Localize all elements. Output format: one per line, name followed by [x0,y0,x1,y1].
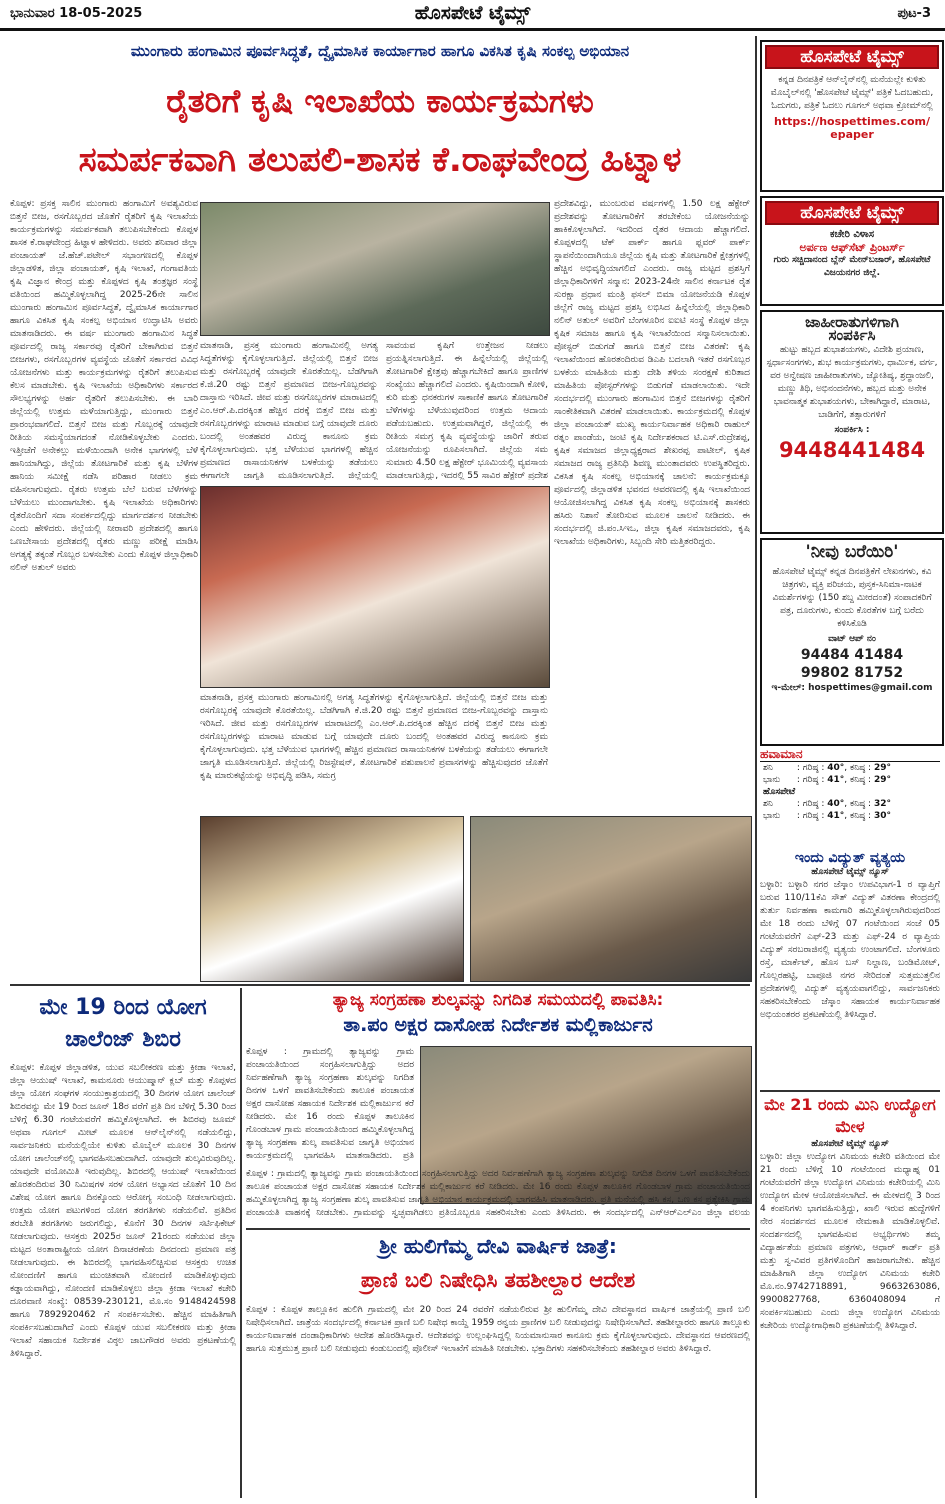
yoga-body: ಕೊಪ್ಪಳ: ಕೊಪ್ಪಳ ಜಿಲ್ಲಾಡಳಿತ, ಯುವ ಸಬಲೀಕರಣ ಮತ್ತು ಕ್ರೀಡಾ ಇಲಾಖೆ, ಜಿಲ್ಲಾ ಆಯುಷ್ ಇಲಾಖೆ, ಕಾಮನೂರು ಆಯುಷ್ಮಾನ್ ಕ್ಲಬ್ ಮತ್ತು ಕೊಪ್ಪಳದ ಜಿಲ್ಲಾ ಯೋಗ ಸಂಘಗಳ ಸಂಯುಕ್ತಾಶ್ರಯದಲ್ಲಿ 30 ದಿನಗಳ ಯೋಗ ಚಾಲೆಂಜ್ ಶಿಬಿರವನ್ನು ಮೇ 19 ರಿಂದ ಜೂನ್ 18ರ ವರೆಗೆ ಪ್ರತಿ ದಿನ ಬೆಳಿಗ್ಗೆ 5.30 ರಿಂದ ಬೆಳಿಗ್ಗೆ 6.30 ಗಂಟೆಯವರೆಗೆ ಹಮ್ಮಿಕೊಳ್ಳಲಾಗಿದೆ. ಈ ಶಿಬಿರವು ಜೂಮ್ ಅಥವಾ ಗೂಗಲ್ ಮೀಟ್ ಮೂಲಕ ಆನ್‌ಲೈನ್‌ನಲ್ಲಿ ನಡೆಯಲಿದ್ದು, ಸಾರ್ವಜನಿಕರು ಮನೆಯಲ್ಲಿಯೇ ಕುಳಿತು ಮೊಬೈಲ್ ಮೂಲಕ 30 ದಿನಗಳ ಯೋಗ ಚಾಲೆಂಜ್‌ನಲ್ಲಿ ಭಾಗವಹಿಸಬಹುದಾಗಿದೆ. ಯಾವುದೇ ಶುಲ್ಕವಿರುವುದಿಲ್ಲ. ಯಾವುದೇ ವಯೋಮಿತಿ ಇರುವುದಿಲ್ಲ. ಶಿಬಿರದಲ್ಲಿ ಆಯುಷ್ ಇಲಾಖೆಯಿಂದ ಹೊರತಂದಿರುವ 30 ನಿಮಿಷಗಳ ಸರಳ ಯೋಗ ಅಭ್ಯಾಸದ ಜೊತೆಗೆ 10 ದಿನ ವಿಶೇಷ ಯೋಗ ಹಾಗೂ ದಿನಕ್ಕೊಂದು ಆರೋಗ್ಯ ಸಂಬಂಧಿ ನೀಡಲಾಗುವುದು. ಉತ್ತಮ ಯೋಗ ಪಟುಗಳಿಂದ ಯೋಗ ತರಗತಿಗಳು ನಡೆಯಲಿವೆ. ಪ್ರತಿದಿನ ತರಬೇತಿ ತರಗತಿಗಳು ಜರುಗಲಿದ್ದು, ಕೊನೆಗೆ 30 ದಿನಗಳ ಸರ್ಟಿಫಿಕೇಟ್ ನೀಡಲಾಗುವುದು. ಆಸಕ್ತರು 2025ರ ಜೂನ್ 21ರಂದು ನಡೆಯುವ ಜಿಲ್ಲಾ ಮಟ್ಟದ ಅಂತಾರಾಷ್ಟ್ರೀಯ ಯೋಗ ದಿನಾಚರಣೆಯ ದಿನದಂದು ಪ್ರಮಾಣ ಪತ್ರ ನೀಡಲಾಗುವುದು. ಈ ಶಿಬಿರದಲ್ಲಿ ಭಾಗವಹಿಸಲಿಚ್ಚಿಸುವ ಆಸಕ್ತರು ಉಚಿತ ನೋಂದಣಿಗೆ ಹಾಗೂ ಮುಂಚಿತವಾಗಿ ನೋಂದಣಿ ಮಾಡಿಕೊಳ್ಳುವುದು ಕಡ್ಡಾಯವಾಗಿದ್ದು, ನೋಂದಣಿ ಮಾಡಿಕೊಳ್ಳಲು ಜಿಲ್ಲಾ ಕ್ರೀಡಾ ಇಲಾಖೆ ಕಚೇರಿ ದೂರವಾಣಿ ಸಂಖ್ಯೆ: 08539-230121, ಮೊ.ಸಂ 9148424598 ಹಾಗೂ 7892920462 ಗೆ ಸಂಪರ್ಕಿಸಬೇಕು. ಹೆಚ್ಚಿನ ಮಾಹಿತಿಗಾಗಿ ಸಂಪರ್ಕಿಸಬಹುದಾಗಿದೆ ಎಂದು ಕೊಪ್ಪಳ ಯುವ ಸಬಲೀಕರಣ ಮತ್ತು ಕ್ರೀಡಾ ಇಲಾಖೆ ಸಹಾಯಕ ನಿರ್ದೇಶಕ ವಿಠ್ಠಲ ಜಾಬಗೌಡರ ಅವರು ಪ್ರಕಟಣೆಯಲ್ಲಿ ತಿಳಿಸಿದ್ದಾರೆ. [10,1063,236,1359]
ad-write-text: ಹೊಸಪೇಟೆ ಟೈಮ್ಸ್ ಕನ್ನಡ ದಿನಪತ್ರಿಕೆಗೆ ಲೇಖನಗಳು, ಕವಿ ಚಿತ್ರಗಳು, ವ್ಯಕ್ತಿ ಪರಿಚಯ, ಪುಸ್ತಕ-ಸಿನಿಮಾ-ನಾಟಕ ವಿಮರ್ಶೆಗಳನ್ನು (150 ಶಬ್ದ ಮೀರದಂತೆ) ಸಂಪಾದಕರಿಗೆ ಪತ್ರ, ದೂರುಗಳು, ಕುಂದು ಕೊರತೆಗಳ ಬಗ್ಗೆ ಬರೆದು ಕಳಿಸಿಕೊಡಿ [772,567,932,629]
weather-max: 41° [827,775,845,785]
lead-column-1: ಕೊಪ್ಪಳ: ಪ್ರಸಕ್ತ ಸಾಲಿನ ಮುಂಗಾರು ಹಂಗಾಮಿಗೆ ಅವಶ್ಯವಿರುವ ಬಿತ್ತನೆ ಬೀಜ, ರಸಗೊಬ್ಬರದ ಜೊತೆಗೆ ರೈತರಿಗೆ ಕೃಷಿ ಇಲಾಖೆಯ ಕಾರ್ಯಕ್ರಮಗಳನ್ನು ಸಮರ್ಪಕವಾಗಿ ತಲುಪಿಸಬೇಕೆಂದು ಕೊಪ್ಪಳ ಶಾಸಕ ಕೆ.ರಾಘವೇಂದ್ರ ಹಿಟ್ನಾಳ ಹೇಳಿದರು. ಅವರು ಶನಿವಾರ ಜಿಲ್ಲಾ ಪಂಚಾಯತ್ ಜೆ.ಹೆಚ್.ಪಟೇಲ್ ಸಭಾಂಗಣದಲ್ಲಿ ಕೊಪ್ಪಳ ಜಿಲ್ಲಾಡಳಿತ, ಜಿಲ್ಲಾ ಪಂಚಾಯತ್, ಕೃಷಿ ಇಲಾಖೆ, ಗಂಗಾವತಿಯ ಕೃಷಿ ವಿಜ್ಞಾನ ಕೇಂದ್ರ ಮತ್ತು ಕೊಪ್ಪಳದ ಕೃಷಿ ತಂತ್ರಜ್ಞರ ಸಂಸ್ಥೆ ವತಿಯಿಂದ ಹಮ್ಮಿಕೊಳ್ಳಲಾಗಿದ್ದ 2025-26ನೇ ಸಾಲಿನ ಮುಂಗಾರು ಹಂಗಾಮಿನ ಪೂರ್ವಸಿದ್ಧತೆ, ದ್ವೈಮಾಸಿಕ ಕಾರ್ಯಾಗಾರ ಹಾಗೂ ವಿಕಸಿತ ಕೃಷಿ ಸಂಕಲ್ಪ ಅಭಿಯಾನ ಉದ್ಘಾಟಿಸಿ ಅವರು ಮಾತನಾಡಿದರು. ಈ ವರ್ಷ ಮುಂಗಾರು ಹಂಗಾಮಿನ ಸಿದ್ಧತೆ ಪೂರ್ವದಲ್ಲಿ ರಾಜ್ಯ ಸರ್ಕಾರವು ರೈತರಿಗೆ ಬೇಕಾಗಿರುವ ಬಿತ್ತನೆ ಬೀಜಗಳು, ರಸಗೊಬ್ಬರಗಳ ವ್ಯವಸ್ಥೆಯ ಜೊತೆಗೆ ಸರ್ಕಾರದ ವಿವಿಧ ಯೋಜನೆಗಳು ಮತ್ತು ಕಾರ್ಯಕ್ರಮಗಳನ್ನು ರೈತರಿಗೆ ತಲುಪಿಸುವ ಕೆಲಸ ಮಾಡಬೇಕು. ಕೃಷಿ ಇಲಾಖೆಯ ಅಧಿಕಾರಿಗಳು ಸರ್ಕಾರದ ಸೌಲಭ್ಯಗಳನ್ನು ಅರ್ಹ ರೈತರಿಗೆ ತಲುಪಿಸಬೇಕು. ಈ ಬಾರಿ ಜಿಲ್ಲೆಯಲ್ಲಿ ಉತ್ತಮ ಮಳೆಯಾಗುತ್ತಿದ್ದು, ಮುಂಗಾರು ಬಿತ್ತನೆ ಪ್ರಾರಂಭವಾಗಲಿದೆ. ಬಿತ್ತನೆ ಬೀಜ ಮತ್ತು ಗೊಬ್ಬರಕ್ಕೆ ಯಾವುದೇ ರೀತಿಯ ಸಮಸ್ಯೆಯಾಗದಂತೆ ನೋಡಿಕೊಳ್ಳಬೇಕು ಎಂದರು. ಇತ್ತೀಚೆಗೆ ಅನೇಕಲ್ಲು ಮಳೆಯಿಂದಾಗಿ ಅನೇಕ ಭಾಗಗಳಲ್ಲಿ ಬೆಳೆ ಹಾನಿಯಾಗಿದ್ದು, ಜಿಲ್ಲೆಯ ತೋಟಗಾರಿಕೆ ಮತ್ತು ಕೃಷಿ ಬೆಳೆಗಳ ಹಾನಿಯ ಸಮೀಕ್ಷೆ ನಡೆಸಿ ಪರಿಹಾರ ನೀಡಲು ಕ್ರಮ ವಹಿಸಲಾಗುವುದು. ರೈತರು ಉತ್ತಮ ಬೆಲೆ ಬರುವ ಬೆಳೆಗಳನ್ನು ಬೆಳೆಯಲು ಮುಂದಾಗಬೇಕು. ಕೃಷಿ ಇಲಾಖೆಯ ಅಧಿಕಾರಿಗಳು ರೈತರೊಂದಿಗೆ ಸದಾ ಸಂಪರ್ಕದಲ್ಲಿದ್ದು ಮಾರ್ಗದರ್ಶನ ನೀಡಬೇಕು ಎಂದು ಹೇಳಿದರು. ಜಿಲ್ಲೆಯಲ್ಲಿ ನೀರಾವರಿ ಪ್ರದೇಶದಲ್ಲಿ ಹಾಗೂ ಒಣಬೇಸಾಯ ಪ್ರದೇಶದಲ್ಲಿ ರೈತರು ಮಣ್ಣು ಪರೀಕ್ಷೆ ಮಾಡಿಸಿ ಅಗತ್ಯಕ್ಕೆ ತಕ್ಕಂತೆ ಗೊಬ್ಬರ ಬಳಸಬೇಕು ಎಂದು ಕೊಪ್ಪಳ ಜಿಲ್ಲಾಧಿಕಾರಿ ನಲಿನ್ ಅತುಲ್ ಅವರು [10,199,198,573]
ad-classifieds-text: ಹುಟ್ಟು ಹಬ್ಬದ ಶುಭಾಶಯಗಳು, ವಿದೇಶಿ ಪ್ರಯಾಣ, ಸ್ಪರ್ಧಾಸಂಗಗಳು, ಶುಭ ಕಾರ್ಯಕ್ರಮಗಳು, ಧಾರ್ಮಿಕ, ವರ್ಗ, ವರ ಅನ್ವೇಷಣ ಜಾಹೀರಾತುಗಳು, ಜ್ಯೋತಿಷ್ಯ, ಶ್ರದ್ಧಾಂಜಲಿ, ಮಣ್ಣು ತಿಥಿ, ಅಭಿನಂದನೆಗಳು, ಹಬ್ಬದ ಮತ್ತು ಅನೇಕ ಭಾವನಾತ್ಮಕ ಶುಭಾಶಯಗಳು, ಬೇಕಾಗಿದ್ದಾರೆ, ಮಾರಾಟ, ಬಾಡಿಗೆಗೆ, ತತ್ಸಾರುಗಳಿಗೆ [766,345,938,420]
waste-headline-2: ತಾ.ಪಂ ಅಕ್ಷರ ದಾಸೋಹ ನಿರ್ದೇಶಕ ಮಲ್ಲಿಕಾರ್ಜುನ [343,1014,653,1036]
ad-epaper-title: ಹೊಸಪೇಟೆ ಟೈಮ್ಸ್ [765,45,939,69]
ad-write-title: 'ನೀವು ಬರೆಯಿರಿ' [805,542,899,562]
weather-title: ಹವಾಮಾನ [760,748,940,762]
ad-epaper [760,40,944,192]
weather-max-label: : ಗರಿಷ್ಠ : [796,799,825,809]
lead-column-2c: ಮಾತನಾಡಿ, ಪ್ರಸಕ್ತ ಮುಂಗಾರು ಹಂಗಾಮಿನಲ್ಲಿ ಅಗತ್ಯ ಸಿದ್ಧತೆಗಳನ್ನು ಕೈಗೊಳ್ಳಲಾಗುತ್ತಿದೆ. ಜಿಲ್ಲೆಯಲ್ಲಿ ಬಿತ್ತನೆ ಬೀಜ ಮತ್ತು ರಸಗೊಬ್ಬರಕ್ಕೆ ಯಾವುದೇ ಕೊರತೆಯಿಲ್ಲ. ಬೆಡಗಿಗಾಗಿ ಕೆ.ಜಿ.20 ರಷ್ಟು ಬಿತ್ತನೆ ಪ್ರಮಾಣದ ಬೀಜ-ಗೊಬ್ಬರವನ್ನು ದಾಸ್ತಾನು ಇರಿಸಿದೆ. ಜೀವ ಮತ್ತು ರಸಗೊಬ್ಬರಗಳ ಮಾರಾಟದಲ್ಲಿ ಎಂ.ಆರ್.ಪಿ.ದರಕ್ಕಿಂತ ಹೆಚ್ಚಿನ ದರಕ್ಕೆ ಬಿತ್ತನೆ ಬೀಜ ಮತ್ತು ರಸಗೊಬ್ಬರಗಳನ್ನು ಮಾರಾಟ ಮಾಡುವ ಬಗ್ಗೆ ಯಾವುದೇ ದೂರು ಬಂದಲ್ಲಿ ಅಂತಹವರ ವಿರುದ್ಧ ಕಾನೂನು ಕ್ರಮ ಕೈಗೊಳ್ಳಲಾಗುವುದು. ಭತ್ತ ಬೆಳೆಯುವ ಭಾಗಗಳಲ್ಲಿ ಹೆಚ್ಚಿನ ಪ್ರಮಾಣದ ರಾಸಾಯನಿಕಗಳ ಬಳಕೆಯನ್ನು ತಡೆಯಲು ಈಗಾಗಲೇ ಜಾಗೃತಿ ಮೂಡಿಸಲಾಗುತ್ತಿದೆ. ಜಿಲ್ಲೆಯಲ್ಲಿ ರಿಜಸ್ಟೇಷನ್, ತೋಟಗಾರಿಕೆ ಪಶುಪಾಲನೆ ಪ್ರವಾಸಗಳನ್ನು ಹೆಚ್ಚಿಸುವುದರ ಜೊತೆಗೆ ಕೃಷಿ ಮಾರುಕಟ್ಟೆಯನ್ನು ಅಭಿವೃದ್ಧಿ ಪಡಿಸಿ, ಸಮಗ್ರ [200,693,548,781]
ad-classifieds-title-2: ಸಂಪರ್ಕಿಸಿ [828,326,876,344]
weather-day: ಶನಿ [763,799,773,809]
power-body: ಬಳ್ಳಾರಿ: ಬಳ್ಳಾರಿ ನಗರ ಜೆಸ್ಕಾಂ ಉಪವಿಭಾಗ-1 ರ ವ್ಯಾಪ್ತಿಗೆ ಬರುವ 110/11ಕೆವಿ ಸೌತ್ ವಿದ್ಯುತ್ ವಿತರಣಾ ಕೇಂದ್ರದಲ್ಲಿ ತುರ್ತು ನಿರ್ವಹಣಾ ಕಾಮಗಾರಿ ಹಮ್ಮಿಕೊಳ್ಳಲಾಗಿರುವುದರಿಂದ ಮೇ 18 ರಂದು ಬೆಳಿಗ್ಗೆ 07 ಗಂಟೆಯಿಂದ ಸಂಜೆ 05 ಗಂಟೆಯವರೆಗೆ ಎಫ್-23 ಮತ್ತು ಎಫ್-24 ರ ವ್ಯಾಪ್ತಿಯ ವಿದ್ಯುತ್ ಸರಬರಾಜಿನಲ್ಲಿ ವ್ಯತ್ಯಯ ಉಂಟಾಗಲಿದೆ. ಬೆಂಗಳೂರು ರಸ್ತೆ, ಮಾರ್ಕೆಟ್, ಹೊಸ ಬಸ್ ನಿಲ್ದಾಣ, ಬಂಡಿಮೋಟ್, ಗೊಲ್ಲರಹಟ್ಟಿ, ಬಾಪೂಜಿ ನಗರ ಸೇರಿದಂತೆ ಸುತ್ತಮುತ್ತಲಿನ ಪ್ರದೇಶಗಳಲ್ಲಿ ವಿದ್ಯುತ್ ವ್ಯತ್ಯಯವಾಗಲಿದ್ದು, ಸಾರ್ವಜನಿಕರು ಸಹಕರಿಸಬೇಕೆಂದು ಜೆಸ್ಕಾಂ ಸಹಾಯಕ ಕಾರ್ಯನಿರ್ವಾಹಕ ಅಭಿಯಂತರರ ಪ್ರಕಟಣೆಯಲ್ಲಿ ತಿಳಿಸಿದ್ದಾರೆ. [760,880,940,1020]
jatre-headline-1: ಶ್ರೀ ಹುಲಿಗೆಮ್ಮ ದೇವಿ ವಾರ್ಷಿಕ ಜಾತ್ರೆ: [379,1234,617,1258]
divider [760,1090,940,1092]
yoga-headline: ಮೇ 19 ರಿಂದ ಯೋಗ ಚಾಲೆಂಜ್ ಶಿಬಿರ [39,995,207,1052]
lead-kicker: ಮುಂಗಾರು ಹಂಗಾಮಿನ ಪೂರ್ವಸಿದ್ಧತೆ, ದ್ವೈಮಾಸಿಕ ಕಾರ್ಯಾಗಾರ ಹಾಗೂ ವಿಕಸಿತ ಕೃಷಿ ಸಂಕಲ್ಪ ಅಭಿಯಾನ [130,42,630,60]
weather-min: 30° [873,811,891,821]
weather-max: 40° [827,763,845,773]
ad-write-whatsapp-label: ವಾಟ್ ಆಪ್ ನಂ [828,634,876,644]
divider [10,984,750,986]
lead-column-2: ಮಾತನಾಡಿ, ಪ್ರಸಕ್ತ ಮುಂಗಾರು ಹಂಗಾಮಿನಲ್ಲಿ ಅಗತ್ಯ ಸಿದ್ಧತೆಗಳನ್ನು ಕೈಗೊಳ್ಳಲಾಗುತ್ತಿದೆ. ಜಿಲ್ಲೆಯಲ್ಲಿ ಬಿತ್ತನೆ ಬೀಜ ಮತ್ತು ರಸಗೊಬ್ಬರಕ್ಕೆ ಯಾವುದೇ ಕೊರತೆಯಿಲ್ಲ. ಬೆಡಗಿಗಾಗಿ ಕೆ.ಜಿ.20 ರಷ್ಟು ಬಿತ್ತನೆ ಪ್ರಮಾಣದ ಬೀಜ-ಗೊಬ್ಬರವನ್ನು ದಾಸ್ತಾನು ಇರಿಸಿದೆ. ಜೀವ ಮತ್ತು ರಸಗೊಬ್ಬರಗಳ ಮಾರಾಟದಲ್ಲಿ ಎಂ.ಆರ್.ಪಿ.ದರಕ್ಕಿಂತ ಹೆಚ್ಚಿನ ದರಕ್ಕೆ ಬಿತ್ತನೆ ಬೀಜ ಮತ್ತು ರಸಗೊಬ್ಬರಗಳನ್ನು ಮಾರಾಟ ಮಾಡುವ ಬಗ್ಗೆ ಯಾವುದೇ ದೂರು ಬಂದಲ್ಲಿ ಅಂತಹವರ ವಿರುದ್ಧ ಕಾನೂನು ಕ್ರಮ ಕೈಗೊಳ್ಳಲಾಗುವುದು. ಭತ್ತ ಬೆಳೆಯುವ ಭಾಗಗಳಲ್ಲಿ ಹೆಚ್ಚಿನ ಪ್ರಮಾಣದ ರಾಸಾಯನಿಕಗಳ ಬಳಕೆಯನ್ನು ತಡೆಯಲು ಈಗಾಗಲೇ ಜಾಗೃತಿ ಮೂಡಿಸಲಾಗುತ್ತಿದೆ. ಜಿಲ್ಲೆಯಲ್ಲಿ [200,341,378,480]
power-headline: ಇಂದು ವಿದ್ಯುತ್ ವ್ಯತ್ಯಯ [794,850,906,866]
ad-epaper-text: ಕನ್ನಡ ದಿನಪತ್ರಿಕೆ ಆನ್‌ಲೈನ್‌ನಲ್ಲಿ ಮನೆಯಲ್ಲೇ ಕುಳಿತು ಮೊಬೈಲ್‌ನಲ್ಲಿ 'ಹೊಸಪೇಟೆ ಟೈಮ್ಸ್' ಪತ್ರಿಕೆ ಓದಬಹುದು, ಓದುಗರು, ಪತ್ರಿಕೆ ಓದಲು ಗೂಗಲ್ ಅಥವಾ ಕ್ರೋಮ್‌ನಲ್ಲಿ [770,75,934,111]
lead-photo-4 [470,816,752,982]
ad-write-phone-2: 99802 81752 [800,665,904,681]
lead-column-3: ಪ್ರದೇಶವಿದ್ದು, ಮುಂಬರುವ ವರ್ಷಗಳಲ್ಲಿ 1.50 ಲಕ್ಷ ಹೆಕ್ಟೇರ್ ಪ್ರದೇಶವನ್ನು ತೋಟಗಾರಿಕೆಗೆ ತರಬೇಕೆಂಬ ಯೋಜನೆಯನ್ನು ಹಾಕಿಕೊಳ್ಳಲಾಗಿದೆ. ಇದರಿಂದ ರೈತರ ಆದಾಯ ಹೆಚ್ಚಾಗಲಿದೆ. ಕೊಪ್ಪಳದಲ್ಲಿ ಟೆಕ್ ಪಾರ್ಕ್ ಹಾಗೂ ಫ್ಲವರ್ ಪಾರ್ಕ್ ಸ್ಥಾಪನೆಯಿಂದಾಗಿಯೂ ಜಿಲ್ಲೆಯ ಕೃಷಿ ಮತ್ತು ತೋಟಗಾರಿಕೆ ಕ್ಷೇತ್ರಗಳಲ್ಲಿ ಹೆಚ್ಚಿನ ಅಭಿವೃದ್ಧಿಯಾಗಲಿದೆ ಎಂದರು. ರಾಜ್ಯ ಮಟ್ಟದ ಪ್ರಶಸ್ತಿಗೆ ಜಿಲ್ಲಾಧಿಕಾರಿಗಳಿಗೆ ಸನ್ಮಾನ: 2023-24ನೇ ಸಾಲಿನ ಕರ್ನಾಟಕ ರೈತ ಸುರಕ್ಷಾ ಪ್ರಧಾನ ಮಂತ್ರಿ ಫಸಲ್ ಬಿಮಾ ಯೋಜನೆಯಡಿ ಕೊಪ್ಪಳ ಜಿಲ್ಲೆಗೆ ರಾಜ್ಯ ಮಟ್ಟದ ಪ್ರಶಸ್ತಿ ಲಭಿಸಿದ ಹಿನ್ನೆಲೆಯಲ್ಲಿ ಜಿಲ್ಲಾಧಿಕಾರಿ ನಲಿನ್ ಅತುಲ್ ಅವರಿಗೆ ಬೆಂಗಳೂರಿನ ಐಐಟಿ ಸಂಸ್ಥೆ ಕೊಪ್ಪಳ ಜಿಲ್ಲಾ ಕೃಷಿಕ ಸಮಾಜ ಹಾಗೂ ಕೃಷಿ ಇಲಾಖೆಯಿಂದ ಸನ್ಮಾನಿಸಲಾಯಿತು. ಪೋಸ್ಟರ್ ಬಿಡುಗಡೆ ಹಾಗೂ ಬಿತ್ತನೆ ಬೀಜ ವಿತರಣೆ: ಕೃಷಿ ಇಲಾಖೆಯಿಂದ ಹೊರತಂದಿರುವ ಡಿಎಪಿ ಬದಲಾಗಿ ಇತರೆ ರಸಗೊಬ್ಬರ ಬಳಕೆಯ ಮಾಹಿತಿಯ ಮತ್ತು ದೇಶಿ ತಳಿಯ ಸಂರಕ್ಷಣೆ ಕುರಿತಾದ ಮಾಹಿತಿಯ ಪೋಸ್ಟರ್‌ಗಳನ್ನು ಬಿಡುಗಡೆ ಮಾಡಲಾಯಿತು. ಇದೇ ಸಂದರ್ಭದಲ್ಲಿ ಮುಂಗಾರು ಹಂಗಾಮಿನ ಬಿತ್ತನೆ ಬೀಜಗಳನ್ನು ರೈತರಿಗೆ ಸಾಂಕೇತಿಕವಾಗಿ ವಿತರಣೆ ಮಾಡಲಾಯಿತು. ಕಾರ್ಯಕ್ರಮದಲ್ಲಿ ಕೊಪ್ಪಳ ಜಿಲ್ಲಾ ಪಂಚಾಯತ್ ಮುಖ್ಯ ಕಾರ್ಯನಿರ್ವಾಹಕ ಅಧಿಕಾರಿ ರಾಹುಲ್ ರತ್ನಂ ಪಾಂಡೆಯ, ಜಂಟಿ ಕೃಷಿ ನಿರ್ದೇಶಕರಾದ ಟಿ.ಎಸ್.ರುದ್ರೇಶಪ್ಪ, ಕೃಷಿಕ ಸಮಾಜದ ಜಿಲ್ಲಾಧ್ಯಕ್ಷರಾದ ಶೇಖರಪ್ಪ ಪಾಟೀಲ್, ಕೃಷಿಕ ಸಮಾಜದ ರಾಜ್ಯ ಪ್ರತಿನಿಧಿ ಶಿವಣ್ಣ ಮುಂತಾದವರು ಉಪಸ್ಥಿತರಿದ್ದರು. ವಿಕಸಿತ ಕೃಷಿ ಸಂಕಲ್ಪ ಅಭಿಯಾನಕ್ಕೆ ಚಾಲನೆ: ಕಾರ್ಯಕ್ರಮಕ್ಕೂ ಪೂರ್ವದಲ್ಲಿ ಜಿಲ್ಲಾಡಳಿತ ಭವನದ ಆವರಣದಲ್ಲಿ ಕೃಷಿ ಇಲಾಖೆಯಿಂದ ಆಯೋಜಿಸಲಾಗಿದ್ದ ವಿಕಸಿತ ಕೃಷಿ ಸಂಕಲ್ಪ ಅಭಿಯಾನಕ್ಕೆ ಶಾಸಕರು ಹಸಿರು ನಿಶಾನೆ ತೋರಿಸುವ ಮೂಲಕ ಚಾಲನೆ ನೀಡಿದರು. ಈ ಸಂದರ್ಭದಲ್ಲಿ ಜಿ.ಪಂ.ಸಿಇಒ, ಜಿಲ್ಲಾ ಕೃಷಿಕ ಸಮಾಜದವರು, ಕೃಷಿ ಇಲಾಖೆಯ ಅಧಿಕಾರಿಗಳು, ಸಿಬ್ಬಂದಿ ಸೇರಿ ಮತ್ತಿತರರಿದ್ದರು. [554,199,750,547]
weather-min: 29° [873,775,891,785]
weather-max-label: : ಗರಿಷ್ಠ : [796,811,825,821]
lead-photo-2 [200,486,550,688]
ad-epaper-url-2[interactable]: epaper [830,128,874,141]
weather-min: 29° [873,763,891,773]
ad-classifieds-contact-label: ಸಂಪರ್ಕಿಸಿ : [834,425,870,435]
jatre-body: ಕೊಪ್ಪಳ : ಕೊಪ್ಪಳ ತಾಲ್ಲೂಕಿನ ಹುಲಿಗಿ ಗ್ರಾಮದಲ್ಲಿ ಮೇ 20 ರಿಂದ 24 ರವರೆಗೆ ನಡೆಯಲಿರುವ ಶ್ರೀ ಹುಲಿಗೆಮ್ಮ ದೇವಿ ದೇವಸ್ಥಾನದ ವಾರ್ಷಿಕ ಜಾತ್ರೆಯಲ್ಲಿ ಪ್ರಾಣಿ ಬಲಿ ನಿಷೇಧಿಸಲಾಗಿದೆ. ಜಾತ್ರೆಯ ಸಂದರ್ಭದಲ್ಲಿ ಕರ್ನಾಟಕ ಪ್ರಾಣಿ ಬಲಿ ನಿಷೇಧ ಕಾಯ್ದೆ 1959 ರನ್ವಯ ಪ್ರಾಣಿಗಳ ಬಲಿ ನೀಡುವುದನ್ನು ನಿಷೇಧಿಸಲಾಗಿದೆ. ತಹಶೀಲ್ದಾರರು ಹಾಗೂ ತಾಲ್ಲೂಕು ಕಾರ್ಯನಿರ್ವಾಹಕ ದಂಡಾಧಿಕಾರಿಗಳು ಆದೇಶ ಹೊರಡಿಸಿದ್ದಾರೆ. ಆದೇಶವನ್ನು ಉಲ್ಲಂಘಿಸಿದ್ದಲ್ಲಿ ನಿಯಮಾನುಸಾರ ಕಾನೂನು ಕ್ರಮ ಕೈಗೊಳ್ಳಲಾಗುವುದು. ದೇವಸ್ಥಾನದ ಆವರಣದಲ್ಲಿ ಹಾಗೂ ಸುತ್ತಮುತ್ತ ಪ್ರಾಣಿ ಬಲಿ ನೀಡುವುದು ಕಂಡುಬಂದಲ್ಲಿ ಪೊಲೀಸ್ ಇಲಾಖೆಗೆ ಮಾಹಿತಿ ನೀಡಬೇಕು. ಭಕ್ತಾದಿಗಳು ಸಹಕರಿಸಬೇಕೆಂದು ತಹಶೀಲ್ದಾರ ಅವರು ತಿಳಿಸಿದ್ದಾರೆ. [246,1305,750,1354]
jobfair-byline: ಹೊಸಪೇಟೆ ಟೈಮ್ಸ್ ನ್ಯೂಸ್ [811,1139,889,1149]
ad-office-printer: ಅರ್ಪಣ ಆಫ್‌ಸೆಟ್ ಪ್ರಿಂಟರ್ಸ್ [799,241,905,254]
waste-body: ಕೊಪ್ಪಳ : ಗ್ರಾಮದಲ್ಲಿ ತ್ಯಾಜ್ಯವನ್ನು ಗ್ರಾಮ ಪಂಚಾಯತಿಯಿಂದ ಸಂಗ್ರಹಿಸಲಾಗುತ್ತಿದ್ದು ಅದರ ನಿರ್ವಹಣೆಗಾಗಿ ತ್ಯಾಜ್ಯ ಸಂಗ್ರಹಣಾ ಶುಲ್ಕವನ್ನು ನಿಗದಿತ ದಿನಗಳ ಒಳಗೆ ಪಾವತಿಸಬೇಕೆಂದು ತಾಲೂಕ ಪಂಚಾಯತ ಅಕ್ಷರ ದಾಸೋಹ ಸಹಾಯಕ ನಿರ್ದೇಶಕ ಮಲ್ಲಿಕಾರ್ಜುನ ಕರೆ ನೀಡಿದರು. ಮೇ 16 ರಂದು ಕೊಪ್ಪಳ ತಾಲೂಕಿನ ಗೊಂಡಬಾಳ ಗ್ರಾಮ ಪಂಚಾಯತಿಯಿಂದ ಹಮ್ಮಿಕೊಳ್ಳಲಾಗಿದ್ದ ತ್ಯಾಜ್ಯ ಸಂಗ್ರಹಣಾ ಶುಲ್ಕ ಪಾವತಿಸುವ ಜಾಗೃತಿ ಅಭಿಯಾನ ಕಾರ್ಯಕ್ರಮದಲ್ಲಿ ಭಾಗವಹಿಸಿ ಮಾತನಾಡಿದರು. ಪ್ರತಿ [246,1047,414,1161]
ad-classifieds [760,310,944,534]
weather-min-label: , ಕನಿಷ್ಠ : [844,763,872,773]
ad-write-email-label: ಇ-ಮೇಲ್: [771,683,805,693]
lead-photo-1 [200,202,550,336]
weather-max: 40° [827,799,845,809]
ad-write-to-us [760,538,944,746]
ad-write-email[interactable]: hospettimes@gmail.com [808,683,933,693]
jobfair-body: ಬಳ್ಳಾರಿ: ಜಿಲ್ಲಾ ಉದ್ಯೋಗ ವಿನಿಮಯ ಕಚೇರಿ ವತಿಯಿಂದ ಮೇ 21 ರಂದು ಬೆಳಿಗ್ಗೆ 10 ಗಂಟೆಯಿಂದ ಮಧ್ಯಾಹ್ನ 01 ಗಂಟೆಯವರೆಗೆ ಜಿಲ್ಲಾ ಉದ್ಯೋಗ ವಿನಿಮಯ ಕಚೇರಿಯಲ್ಲಿ ಮಿನಿ ಉದ್ಯೋಗ ಮೇಳ ಆಯೋಜಿಸಲಾಗಿದೆ. ಈ ಮೇಳದಲ್ಲಿ 3 ರಿಂದ 4 ಕಂಪನಿಗಳು ಭಾಗವಹಿಸುತ್ತಿದ್ದು, ಖಾಲಿ ಇರುವ ಹುದ್ದೆಗಳಿಗೆ ನೇರ ಸಂದರ್ಶನದ ಮೂಲಕ ನೇಮಕಾತಿ ಮಾಡಿಕೊಳ್ಳಲಿವೆ. ಸಂದರ್ಶನದಲ್ಲಿ ಭಾಗವಹಿಸುವ ಅಭ್ಯರ್ಥಿಗಳು ತಮ್ಮ ವಿದ್ಯಾರ್ಹತೆಯ ಪ್ರಮಾಣ ಪತ್ರಗಳು, ಆಧಾರ್ ಕಾರ್ಡ್ ಪ್ರತಿ ಮತ್ತು ಸ್ವ-ವಿವರ ಪ್ರತಿಗಳೊಂದಿಗೆ ಹಾಜರಾಗಬೇಕು. ಹೆಚ್ಚಿನ ಮಾಹಿತಿಗಾಗಿ ಜಿಲ್ಲಾ ಉದ್ಯೋಗ ವಿನಿಮಯ ಕಚೇರಿ ಮೊ.ನಂ.9742718891, 9663263086, 9900827768, 6360408094 ಗೆ ಸಂಪರ್ಕಿಸಬಹುದು ಎಂದು ಜಿಲ್ಲಾ ಉದ್ಯೋಗ ವಿನಿಮಯ ಕಚೇರಿಯ ಉದ್ಯೋಗಾಧಿಕಾರಿ ಪ್ರಕಟಣೆಯಲ್ಲಿ ತಿಳಿಸಿದ್ದಾರೆ. [760,1152,940,1331]
weather-min-label: , ಕನಿಷ್ಠ : [844,811,872,821]
power-cut-story [760,850,940,1086]
divider [240,988,242,1498]
ad-write-phone-1: 94484 41484 [800,647,904,663]
jatre-headline-2: ಪ್ರಾಣಿ ಬಲಿ ನಿಷೇಧಿಸಿ ತಹಶೀಲ್ದಾರ ಆದೇಶ [360,1268,636,1292]
lead-headline-1: ರೈತರಿಗೆ ಕೃಷಿ ಇಲಾಖೆಯ ಕಾರ್ಯಕ್ರಮಗಳು [166,82,594,120]
weather-box [760,748,940,844]
lead-column-2b: ಸಾವಯವ ಕೃಷಿಗೆ ಉತ್ತೇಜನ ನೀಡಲು ಪ್ರಯತ್ನಿಸಲಾಗುತ್ತಿದೆ. ಈ ಹಿನ್ನೆಲೆಯಲ್ಲಿ ಜಿಲ್ಲೆಯಲ್ಲಿ ತೋಟಗಾರಿಕೆ ಕ್ಷೇತ್ರವು ಹೆಚ್ಚಾಗಬೇಕಿದೆ ಹಾಗೂ ಪ್ರಾಣಿಗಳ ಸಂಖ್ಯೆಯು ಹೆಚ್ಚಾಗಲಿದೆ ಎಂದರು. ಕೃಷಿಯಿಂದಾಗಿ ಕೋಳಿ, ಕುರಿ ಮತ್ತು ಧನಕರುಗಳ ಸಾಕಾಣಿಕೆ ಹಾಗೂ ತೋಟಗಾರಿಕೆ ಬೆಳೆಗಳನ್ನು ಬೆಳೆಯುವುದರಿಂದ ಉತ್ತಮ ಆದಾಯ ಪಡೆಯಬಹುದು. ಉತ್ತಮವಾಗಿದ್ದರೆ, ಜಿಲ್ಲೆಯಲ್ಲಿ ಈ ರೀತಿಯ ಸಮಗ್ರ ಕೃಷಿ ವ್ಯವಸ್ಥೆಯನ್ನು ಜಾರಿಗೆ ತರುವ ಯೋಜನೆಯನ್ನು ರೂಪಿಸಲಾಗಿದೆ. ಜಿಲ್ಲೆಯ ಸಮ ಸುಮಾರು 4.50 ಲಕ್ಷ ಹೆಕ್ಟೇರ್ ಭೂಮಿಯಲ್ಲಿ ವ್ಯವಸಾಯ ಮಾಡಲಾಗುತ್ತಿದ್ದು, ಇದರಲ್ಲಿ 55 ಸಾವಿರ ಹೆಕ್ಟೇರ್ ಪ್ರದೇಶ [386,341,548,480]
ad-epaper-url[interactable]: https://hospettimes.com/ [774,115,930,128]
weather-max-label: : ಗರಿಷ್ಠ : [796,775,825,785]
weather-min-label: , ಕನಿಷ್ಠ : [844,799,872,809]
page-number: ಪುಟ-3 [897,6,931,21]
ad-classifieds-phone: 9448441484 [778,438,926,462]
weather-day: ಶನಿ [763,763,773,773]
weather-table [760,762,940,822]
job-fair-story [760,1094,940,1498]
ad-office-address: ಗುರು ಸಚ್ಚಿದಾನಂದ ಬ್ಲೆನ್ ಮೇನ್‌ಬಜಾರ್, ಹೊಸಪೇಟೆ ವಿಜಯನಗರ ಜಿಲ್ಲೆ. [773,255,931,278]
ad-office-label: ಕಚೇರಿ ವಿಳಾಸ [829,229,875,240]
weather-min-label: , ಕನಿಷ್ಠ : [844,775,872,785]
weather-max: 41° [827,811,845,821]
divider [246,1228,750,1230]
ad-office-title: ಹೊಸಪೇಟೆ ಟೈಮ್ಸ್ [765,201,939,225]
power-byline: ಹೊಸಪೇಟೆ ಟೈಮ್ಸ್ ನ್ಯೂಸ್ [811,867,889,877]
divider [755,36,757,1498]
weather-day: ಭಾನು [763,775,781,785]
weather-day: ಭಾನು [763,811,781,821]
jobfair-headline: ಮೇ 21 ರಂದು ಮಿನಿ ಉದ್ಯೋಗ ಮೇಳ [764,1095,936,1136]
weather-subtitle: ಹೊಸಪೇಟೆ [763,787,796,797]
page-header [0,0,945,31]
ad-office [760,196,944,306]
ad-classifieds-title: ಜಾಹೀರಾತುಗಳಿಗಾಗಿ [805,313,899,331]
waste-body-continued: ಕೊಪ್ಪಳ : ಗ್ರಾಮದಲ್ಲಿ ತ್ಯಾಜ್ಯವನ್ನು ಗ್ರಾಮ ಪಂಚಾಯತಿಯಿಂದ ಸಂಗ್ರಹಿಸಲಾಗುತ್ತಿದ್ದು ಅದರ ನಿರ್ವಹಣೆಗಾಗಿ ತ್ಯಾಜ್ಯ ಸಂಗ್ರಹಣಾ ಶುಲ್ಕವನ್ನು ನಿಗದಿತ ದಿನಗಳ ಒಳಗೆ ಪಾವತಿಸಬೇಕೆಂದು ತಾಲೂಕ ಪಂಚಾಯತ ಅಕ್ಷರ ದಾಸೋಹ ಸಹಾಯಕ ನಿರ್ದೇಶಕ ಮಲ್ಲಿಕಾರ್ಜುನ ಕರೆ ನೀಡಿದರು. ಮೇ 16 ರಂದು ಕೊಪ್ಪಳ ತಾಲೂಕಿನ ಗೊಂಡಬಾಳ ಗ್ರಾಮ ಪಂಚಾಯತಿಯಿಂದ ಹಮ್ಮಿಕೊಳ್ಳಲಾಗಿದ್ದ ತ್ಯಾಜ್ಯ ಸಂಗ್ರಹಣಾ ಶುಲ್ಕ ಪಾವತಿಸುವ ಜಾಗೃತಿ ಅಭಿಯಾನ ಕಾರ್ಯಕ್ರಮದಲ್ಲಿ ಭಾಗವಹಿಸಿ ಮಾತನಾಡಿದರು. ಪ್ರತಿ ಮನೆಯಲ್ಲಿ ಹಸಿ ಕಸ, ಒಣ ಕಸ ಪ್ರತ್ಯೇಕಿಸಿ ಗ್ರಾಮ ಪಂಚಾಯತಿ ವಾಹನಕ್ಕೆ ನೀಡಬೇಕು. ಗ್ರಾಮವನ್ನು ಸ್ವಚ್ಛವಾಗಿಡಲು ಪ್ರತಿಯೊಬ್ಬರೂ ಸಹಕರಿಸಬೇಕು ಎಂದು ತಿಳಿಸಿದರು. ಈ ಸಂದರ್ಭದಲ್ಲಿ ಎನ್‌ಆರ್‌ಎಲ್‌ಎಂ ಜಿಲ್ಲಾ ವಲಯ [246,1169,750,1218]
weather-min: 32° [873,799,891,809]
masthead: ಹೊಸಪೇಟೆ ಟೈಮ್ಸ್ [414,2,531,24]
weather-max-label: : ಗರಿಷ್ಠ : [796,763,825,773]
issue-date: ಭಾನುವಾರ 18-05-2025 [10,6,143,21]
lead-headline-2: ಸಮರ್ಪಕವಾಗಿ ತಲುಪಲಿ-ಶಾಸಕ ಕೆ.ರಾಘವೇಂದ್ರ ಹಿಟ್ನಾಳ [78,140,682,180]
waste-headline-1: ತ್ಯಾಜ್ಯ ಸಂಗ್ರಹಣಾ ಶುಲ್ಕವನ್ನು ನಿಗದಿತ ಸಮಯದಲ್ಲಿ ಪಾವತಿಸಿ: [332,990,664,1010]
lead-photo-3 [200,816,464,982]
